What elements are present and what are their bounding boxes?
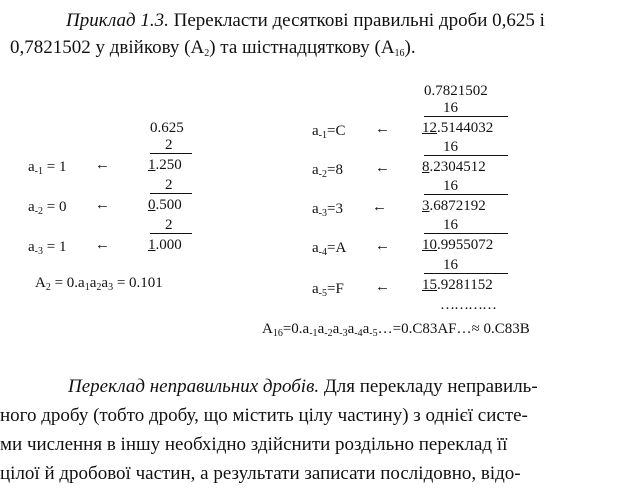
- left-rule-2: [150, 193, 192, 194]
- line2-part-b: ) та шістнадцяткову (A: [209, 37, 395, 58]
- left-multiplier-3: 2: [165, 217, 173, 233]
- example-label: Приклад 1.3.: [66, 10, 169, 31]
- right-multiplier-1: 16: [443, 100, 458, 116]
- right-label-4: $a_{-4}=A$: [312, 240, 347, 258]
- right-start-value: 0.7821502: [424, 83, 488, 99]
- paragraph-line-1-rest: Для перекладу неправиль-: [319, 376, 538, 397]
- example-task-text: Перекласти десяткові правильні дроби 0,625 і: [173, 10, 545, 31]
- right-multiplier-2: 16: [443, 139, 458, 155]
- right-label-3: $a_{-3}=3$: [312, 201, 343, 219]
- right-result-4: 10.9955072: [422, 237, 494, 253]
- right-label-2: $a_{-2}=8$: [312, 162, 343, 180]
- right-arrow-icon-2: ←: [375, 160, 390, 176]
- left-label-3: $a_{-3} = 1$: [28, 239, 67, 257]
- right-multiplier-4: 16: [443, 217, 458, 233]
- cutoff-previous-line: [0, 0, 260, 2]
- right-arrow-icon-4: ←: [375, 238, 390, 254]
- right-multiplier-3: 16: [443, 178, 458, 194]
- right-rule-1: [424, 116, 508, 117]
- right-result-3: 3.6872192: [422, 198, 486, 214]
- right-multiplier-5: 16: [443, 257, 458, 273]
- section-title: Переклад неправильних дробів.: [68, 376, 320, 397]
- right-result-1: 12.5144032: [422, 120, 494, 136]
- left-label-2: $a_{-2} = 0$: [28, 199, 67, 217]
- paragraph-line-3: ми числення в іншу необхідно здійснити роздільно переклад її: [0, 434, 508, 455]
- line2-sub-16: 16: [394, 48, 405, 59]
- paragraph-line-2: ного дробу (тобто дробу, що містить цілу частину) з однієї систе-: [0, 405, 528, 426]
- left-label-1: $a_{-1} = 1$: [28, 159, 67, 177]
- left-start-value: 0.625: [150, 120, 184, 136]
- right-result-2: 8.2304512: [422, 159, 486, 175]
- right-rule-5: [424, 273, 508, 274]
- paragraph-line-4: цілої й дробової частин, а результати записати послідовно, відо-: [0, 463, 521, 484]
- left-rule-3: [150, 233, 192, 234]
- section-paragraph: [0, 372, 608, 488]
- right-rule-2: [424, 155, 508, 156]
- right-final-result: $A_{16}=0.a_{-1}a_{-2}a_{-3}a_{-4}a_{-5}\dots=0.C83AF\dots\approx 0.C83B$: [262, 321, 530, 339]
- left-result-1: 1.250: [148, 157, 182, 173]
- left-multiplier-1: 2: [165, 137, 173, 153]
- example-line-1: [66, 11, 545, 30]
- right-result-5: 15.9281152: [422, 277, 493, 293]
- right-arrow-icon-1: ←: [375, 121, 390, 137]
- paragraph-line-1: [34, 372, 608, 401]
- left-rule-1: [150, 153, 192, 154]
- left-arrow-icon-1: ←: [95, 157, 110, 173]
- right-rule-3: [424, 194, 508, 195]
- left-multiplier-2: 2: [165, 177, 173, 193]
- right-arrow-icon-3: ←: [372, 199, 387, 215]
- left-arrow-icon-3: ←: [95, 237, 110, 253]
- line2-sub-2: 2: [204, 48, 210, 59]
- right-rule-4: [424, 233, 508, 234]
- line2-part-c: ).: [404, 37, 416, 58]
- left-final-result: $A_2 = 0.a_1a_2a_3 = 0.101$: [35, 275, 163, 293]
- right-arrow-icon-5: ←: [375, 279, 390, 295]
- right-continuation-dots: …………: [440, 297, 496, 313]
- left-result-2: 0.500: [148, 197, 182, 213]
- left-result-3: 1.000: [148, 237, 182, 253]
- line2-part-a: 0,7821502 у двійкову (A: [10, 37, 205, 58]
- example-line-2: [10, 38, 416, 59]
- left-arrow-icon-2: ←: [95, 197, 110, 213]
- right-label-5: $a_{-5}=F$: [312, 281, 344, 299]
- right-label-1: $a_{-1}=C$: [312, 123, 346, 141]
